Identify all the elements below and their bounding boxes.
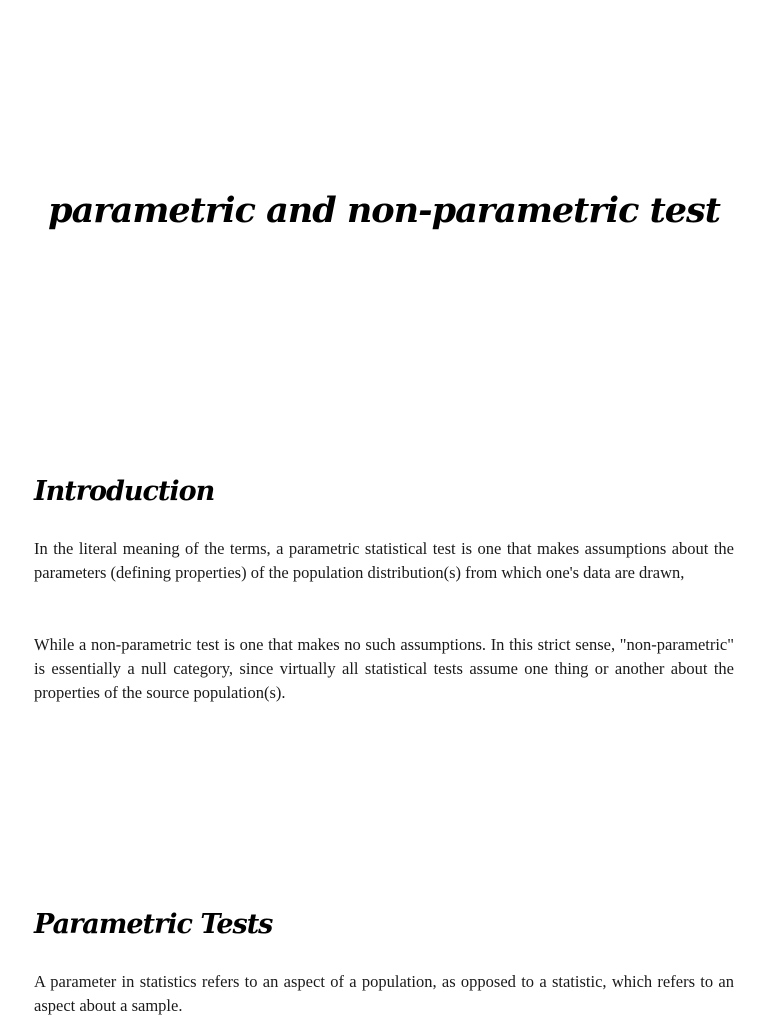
introduction-paragraph: While a non-parametric test is one that makes no such assumptions. In this strict sense, "non-parametric" is essentially a null category, since virtually all statistical tests assume one thing or another about the properties of the source population(s). xyxy=(34,635,734,702)
document-title: parametric and non-parametric test xyxy=(48,190,720,231)
section-heading-introduction: Introduction xyxy=(34,476,215,507)
parametric-tests-paragraph: A parameter in statistics refers to an aspect of a population, as opposed to a statistic, which refers to an aspect about a sample. xyxy=(34,972,734,1015)
section-heading-parametric-tests: Parametric Tests xyxy=(34,909,273,940)
introduction-paragraph: In the literal meaning of the terms, a parametric statistical test is one that makes assumptions about the parameters (defining properties) of the population distribution(s) from which one's data are drawn, xyxy=(34,539,734,582)
